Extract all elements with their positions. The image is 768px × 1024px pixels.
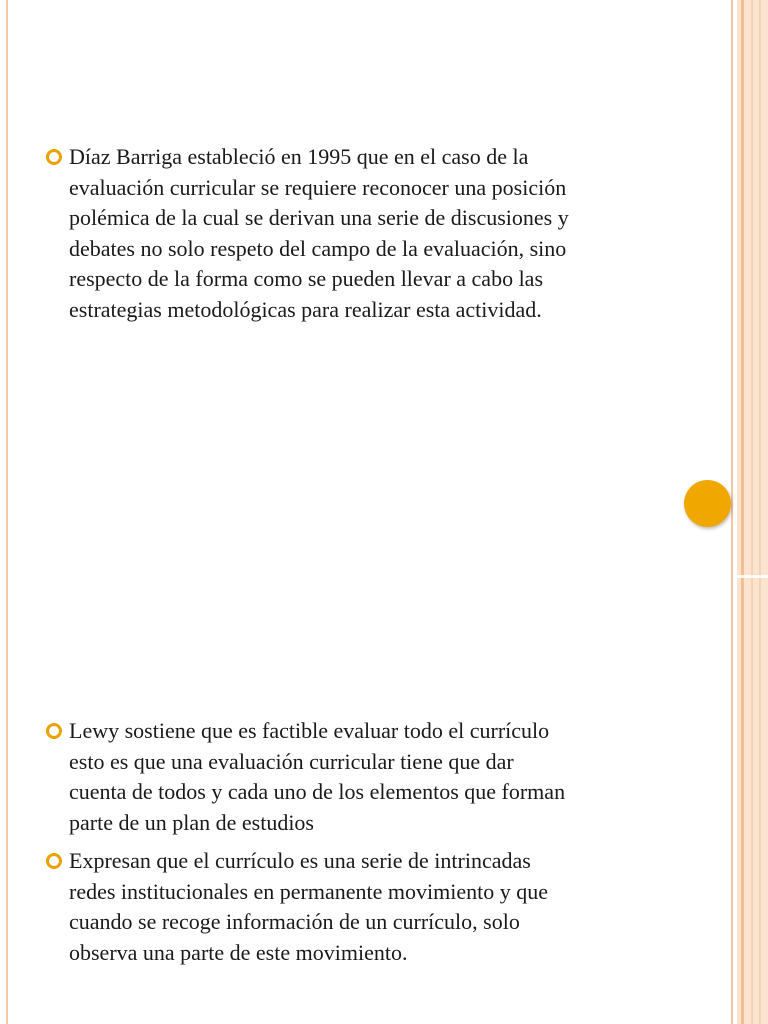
hollow-circle-bullet-icon <box>46 853 62 869</box>
left-decorative-rule <box>6 0 8 1024</box>
bullet-line: esto es que una evaluación curricular tiene que dar <box>69 748 514 774</box>
bullet-text <box>69 716 669 838</box>
bullet-line: evaluación curricular se requiere reconocer una posición <box>69 174 567 200</box>
bullet-text <box>69 142 669 325</box>
hollow-circle-bullet-icon <box>46 723 62 739</box>
bullet-line: observa una parte de este movimiento. <box>69 939 408 965</box>
bullet-line: respecto de la forma como se pueden llevar a cabo las <box>69 266 544 291</box>
bullet-line: redes institucionales en permanente movimiento y que <box>69 878 548 904</box>
hollow-circle-bullet-icon <box>46 149 62 165</box>
bullet-line: cuando se recoge información de un currículo, solo <box>69 909 520 934</box>
bullet-line: polémica de la cual se derivan una serie de discusiones y <box>69 205 569 230</box>
bullet-line: Díaz Barriga estableció en 1995 que en el caso de la <box>69 144 529 169</box>
bullet-line: cuenta de todos y cada uno de los elementos que forman <box>69 779 566 804</box>
bullet-line: estrategias metodológicas para realizar esta actividad. <box>69 296 542 322</box>
right-band-divider <box>737 575 768 578</box>
bullet-text <box>69 846 669 968</box>
right-band-stripe <box>741 0 744 1024</box>
right-band-stripe <box>759 0 761 1024</box>
bullet-line: Expresan que el currículo es una serie de intrincadas <box>69 848 531 873</box>
orange-circle-decoration <box>684 480 731 527</box>
bullet-line: debates no solo respeto del campo de la evaluación, sino <box>69 235 567 261</box>
bullet-line: Lewy sostiene que es factible evaluar todo el currículo <box>69 718 550 743</box>
bullet-line: parte de un plan de estudios <box>69 809 314 835</box>
right-band-stripe <box>751 0 753 1024</box>
